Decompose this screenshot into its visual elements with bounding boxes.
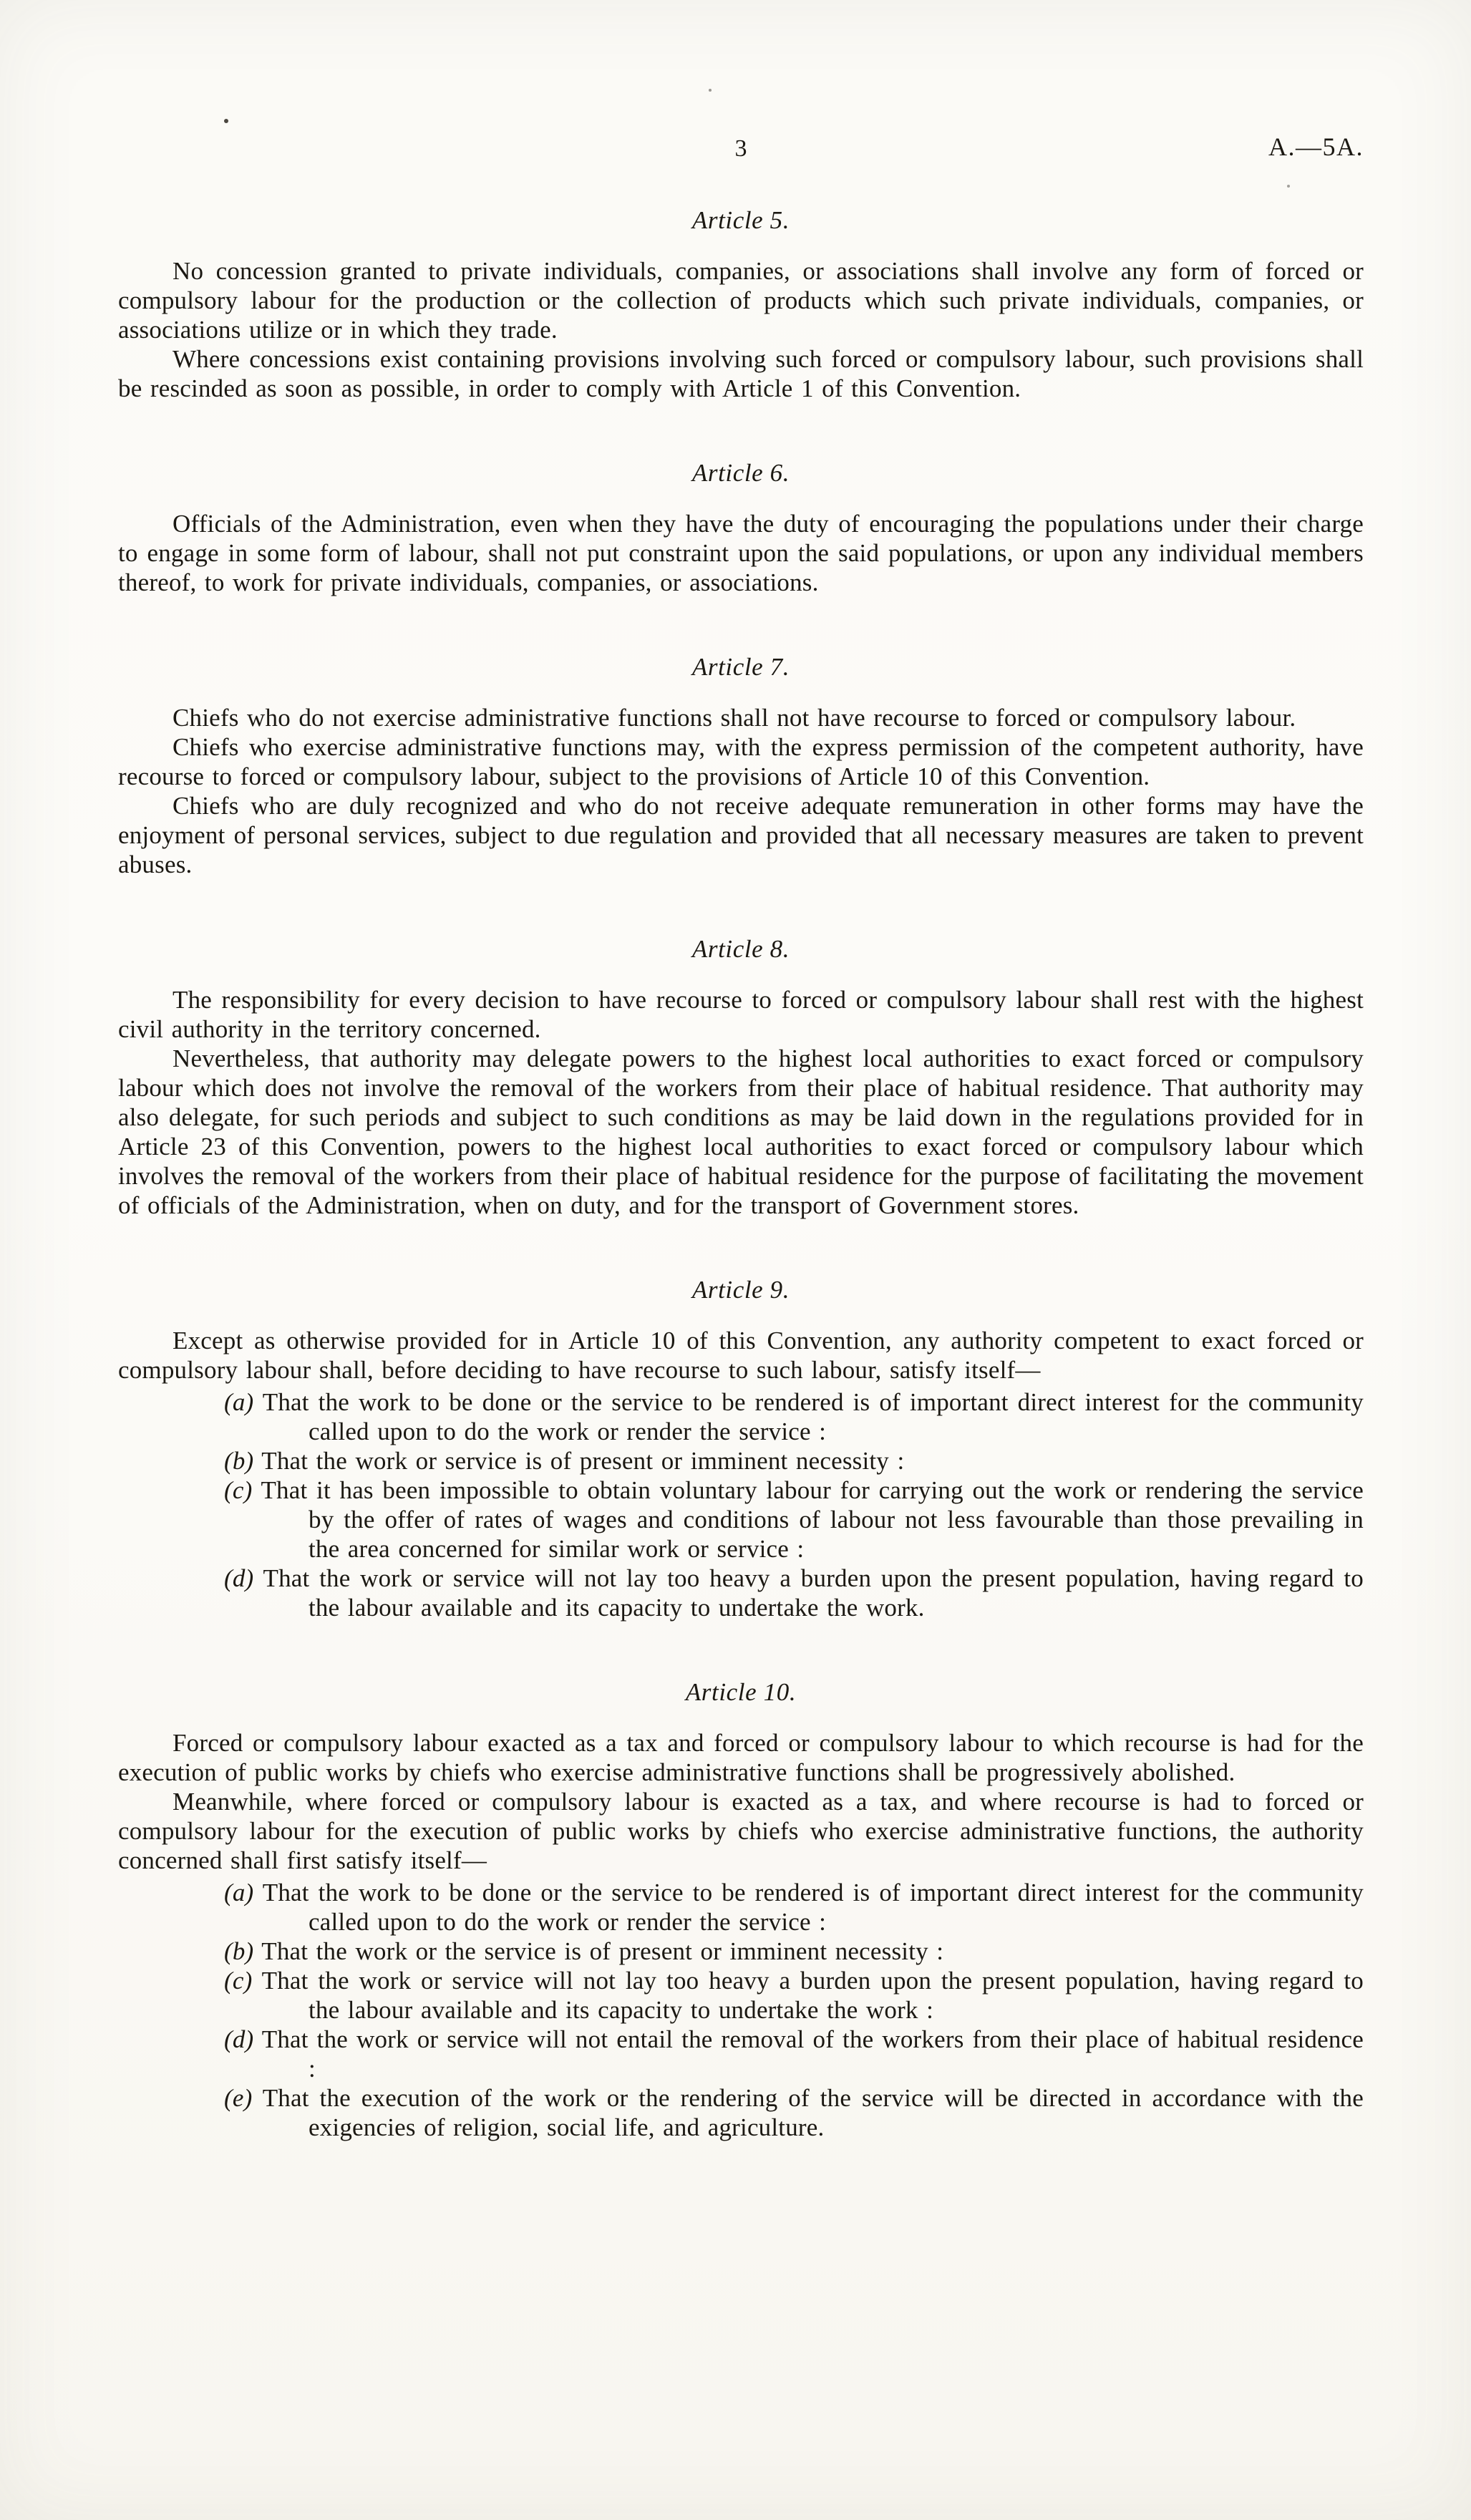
document-reference: A.—5A. bbox=[1268, 132, 1364, 161]
item-text: That the work or service is of present or imminent necessity : bbox=[261, 1447, 905, 1475]
item-text: That the execution of the work or the rendering of the service will be directed in accordance with the exigencies of religion, social life, and agriculture. bbox=[262, 2084, 1364, 2141]
item-text: That the work or service will not lay too heavy a burden upon the present population, having regard to the labour available and its capacity to undertake the work. bbox=[263, 1564, 1364, 1622]
article-8-section bbox=[118, 935, 1364, 1220]
page-number: 3 bbox=[734, 135, 747, 162]
article-8-heading: Article 8. bbox=[691, 935, 790, 963]
scan-artifact-dot bbox=[224, 119, 228, 123]
paragraph: Where concessions exist containing provisions involving such forced or compulsory labour, such provisions shall be rescinded as soon as possible, in order to comply with Article 1 of this Convention. bbox=[118, 345, 1364, 402]
item-text: That it has been impossible to obtain voluntary labour for carrying out the work or rendering the service by the offer of rates of wages and conditions of labour not less favourable than those prevailing in the area concerned for similar work or service : bbox=[261, 1476, 1364, 1563]
article-9-section bbox=[118, 1276, 1364, 1622]
item-text: That the work to be done or the service to be rendered is of important direct interest for the community called upon to do the work or render the service : bbox=[262, 1388, 1364, 1445]
item-list bbox=[118, 1878, 1364, 2142]
article-7-heading: Article 7. bbox=[691, 653, 790, 681]
list-item bbox=[118, 1966, 1364, 2025]
list-item bbox=[118, 2025, 1364, 2083]
article-6-section bbox=[118, 459, 1364, 597]
item-text: That the work or service will not entail the removal of the workers from their place of habitual residence : bbox=[261, 2025, 1364, 2083]
paragraph: Chiefs who do not exercise administrative functions shall not have recourse to forced or compulsory labour. bbox=[173, 704, 1296, 732]
page-header bbox=[118, 133, 1364, 166]
paragraph: Nevertheless, that authority may delegate powers to the highest local authorities to exact forced or compulsory labour which does not involve the removal of the workers from their place of habitual residence. That authority may also delegate, for such periods and subject to such conditions as may be laid down in the regulations provided for in Article 23 of this Convention, powers to the highest local authorities to exact forced or compulsory labour which involves the removal of the workers from their place of habitual residence for the purpose of facilitating the movement of officials of the Administration, when on duty, and for the transport of Government stores. bbox=[118, 1045, 1364, 1219]
item-label: (a) bbox=[224, 1388, 254, 1416]
article-10-section bbox=[118, 1678, 1364, 2142]
list-item bbox=[118, 1564, 1364, 1622]
list-item bbox=[118, 1937, 1364, 1966]
list-item bbox=[118, 2083, 1364, 2142]
article-9-heading: Article 9. bbox=[691, 1276, 790, 1304]
list-item bbox=[118, 1446, 1364, 1475]
list-item bbox=[118, 1475, 1364, 1564]
scan-artifact-dot bbox=[1287, 185, 1290, 188]
item-text: That the work or service will not lay too heavy a burden upon the present population, having regard to the labour available and its capacity to undertake the work : bbox=[261, 1967, 1364, 2024]
scan-artifact-dot bbox=[709, 89, 712, 92]
paragraph: Forced or compulsory labour exacted as a tax and forced or compulsory labour to which recourse is had for the execution of public works by chiefs who exercise administrative functions shall be progressively abolished. bbox=[118, 1729, 1364, 1786]
item-label: (b) bbox=[224, 1937, 254, 1965]
paragraph: Chiefs who are duly recognized and who do not receive adequate remuneration in other forms may have the enjoyment of personal services, subject to due regulation and provided that all necessary measures are taken to prevent abuses. bbox=[118, 792, 1364, 878]
paragraph: No concession granted to private individuals, companies, or associations shall involve any form of forced or compulsory labour for the production or the collection of products which such private individuals, companies, or associations utilize or in which they trade. bbox=[118, 257, 1364, 344]
item-label: (d) bbox=[224, 1564, 254, 1592]
article-6-heading: Article 6. bbox=[691, 459, 790, 487]
item-label: (d) bbox=[224, 2025, 254, 2053]
paragraph: Meanwhile, where forced or compulsory labour is exacted as a tax, and where recourse is had to forced or compulsory labour for the execution of public works by chiefs who exercise administrative functions, the authority concerned shall first satisfy itself— bbox=[118, 1788, 1364, 1874]
item-label: (a) bbox=[224, 1879, 254, 1906]
paragraph: Except as otherwise provided for in Article 10 of this Convention, any authority competent to exact forced or compulsory labour shall, before deciding to have recourse to such labour, satisfy itself— bbox=[118, 1327, 1364, 1384]
item-text: That the work to be done or the service to be rendered is of important direct interest for the community called upon to do the work or render the service : bbox=[262, 1879, 1364, 1936]
paragraph: Officials of the Administration, even when they have the duty of encouraging the populations under their charge to engage in some form of labour, shall not put constraint upon the said populations, or upon any individual members thereof, to work for private individuals, companies, or associations. bbox=[118, 510, 1364, 596]
item-label: (c) bbox=[224, 1967, 253, 1995]
item-label: (c) bbox=[224, 1476, 253, 1504]
item-label: (b) bbox=[224, 1447, 254, 1475]
paragraph: The responsibility for every decision to have recourse to forced or compulsory labour shall rest with the highest civil authority in the territory concerned. bbox=[118, 986, 1364, 1043]
list-item bbox=[118, 1387, 1364, 1446]
article-7-section bbox=[118, 653, 1364, 879]
article-5-heading: Article 5. bbox=[691, 206, 790, 234]
item-label: (e) bbox=[224, 2084, 253, 2112]
item-list bbox=[118, 1387, 1364, 1622]
list-item bbox=[118, 1878, 1364, 1937]
article-5-section bbox=[118, 206, 1364, 403]
paragraph: Chiefs who exercise administrative functions may, with the express permission of the competent authority, have recourse to forced or compulsory labour, subject to the provisions of Article 10 of this Convention. bbox=[118, 733, 1364, 790]
article-10-heading: Article 10. bbox=[685, 1678, 797, 1706]
item-text: That the work or the service is of present or imminent necessity : bbox=[261, 1937, 944, 1965]
